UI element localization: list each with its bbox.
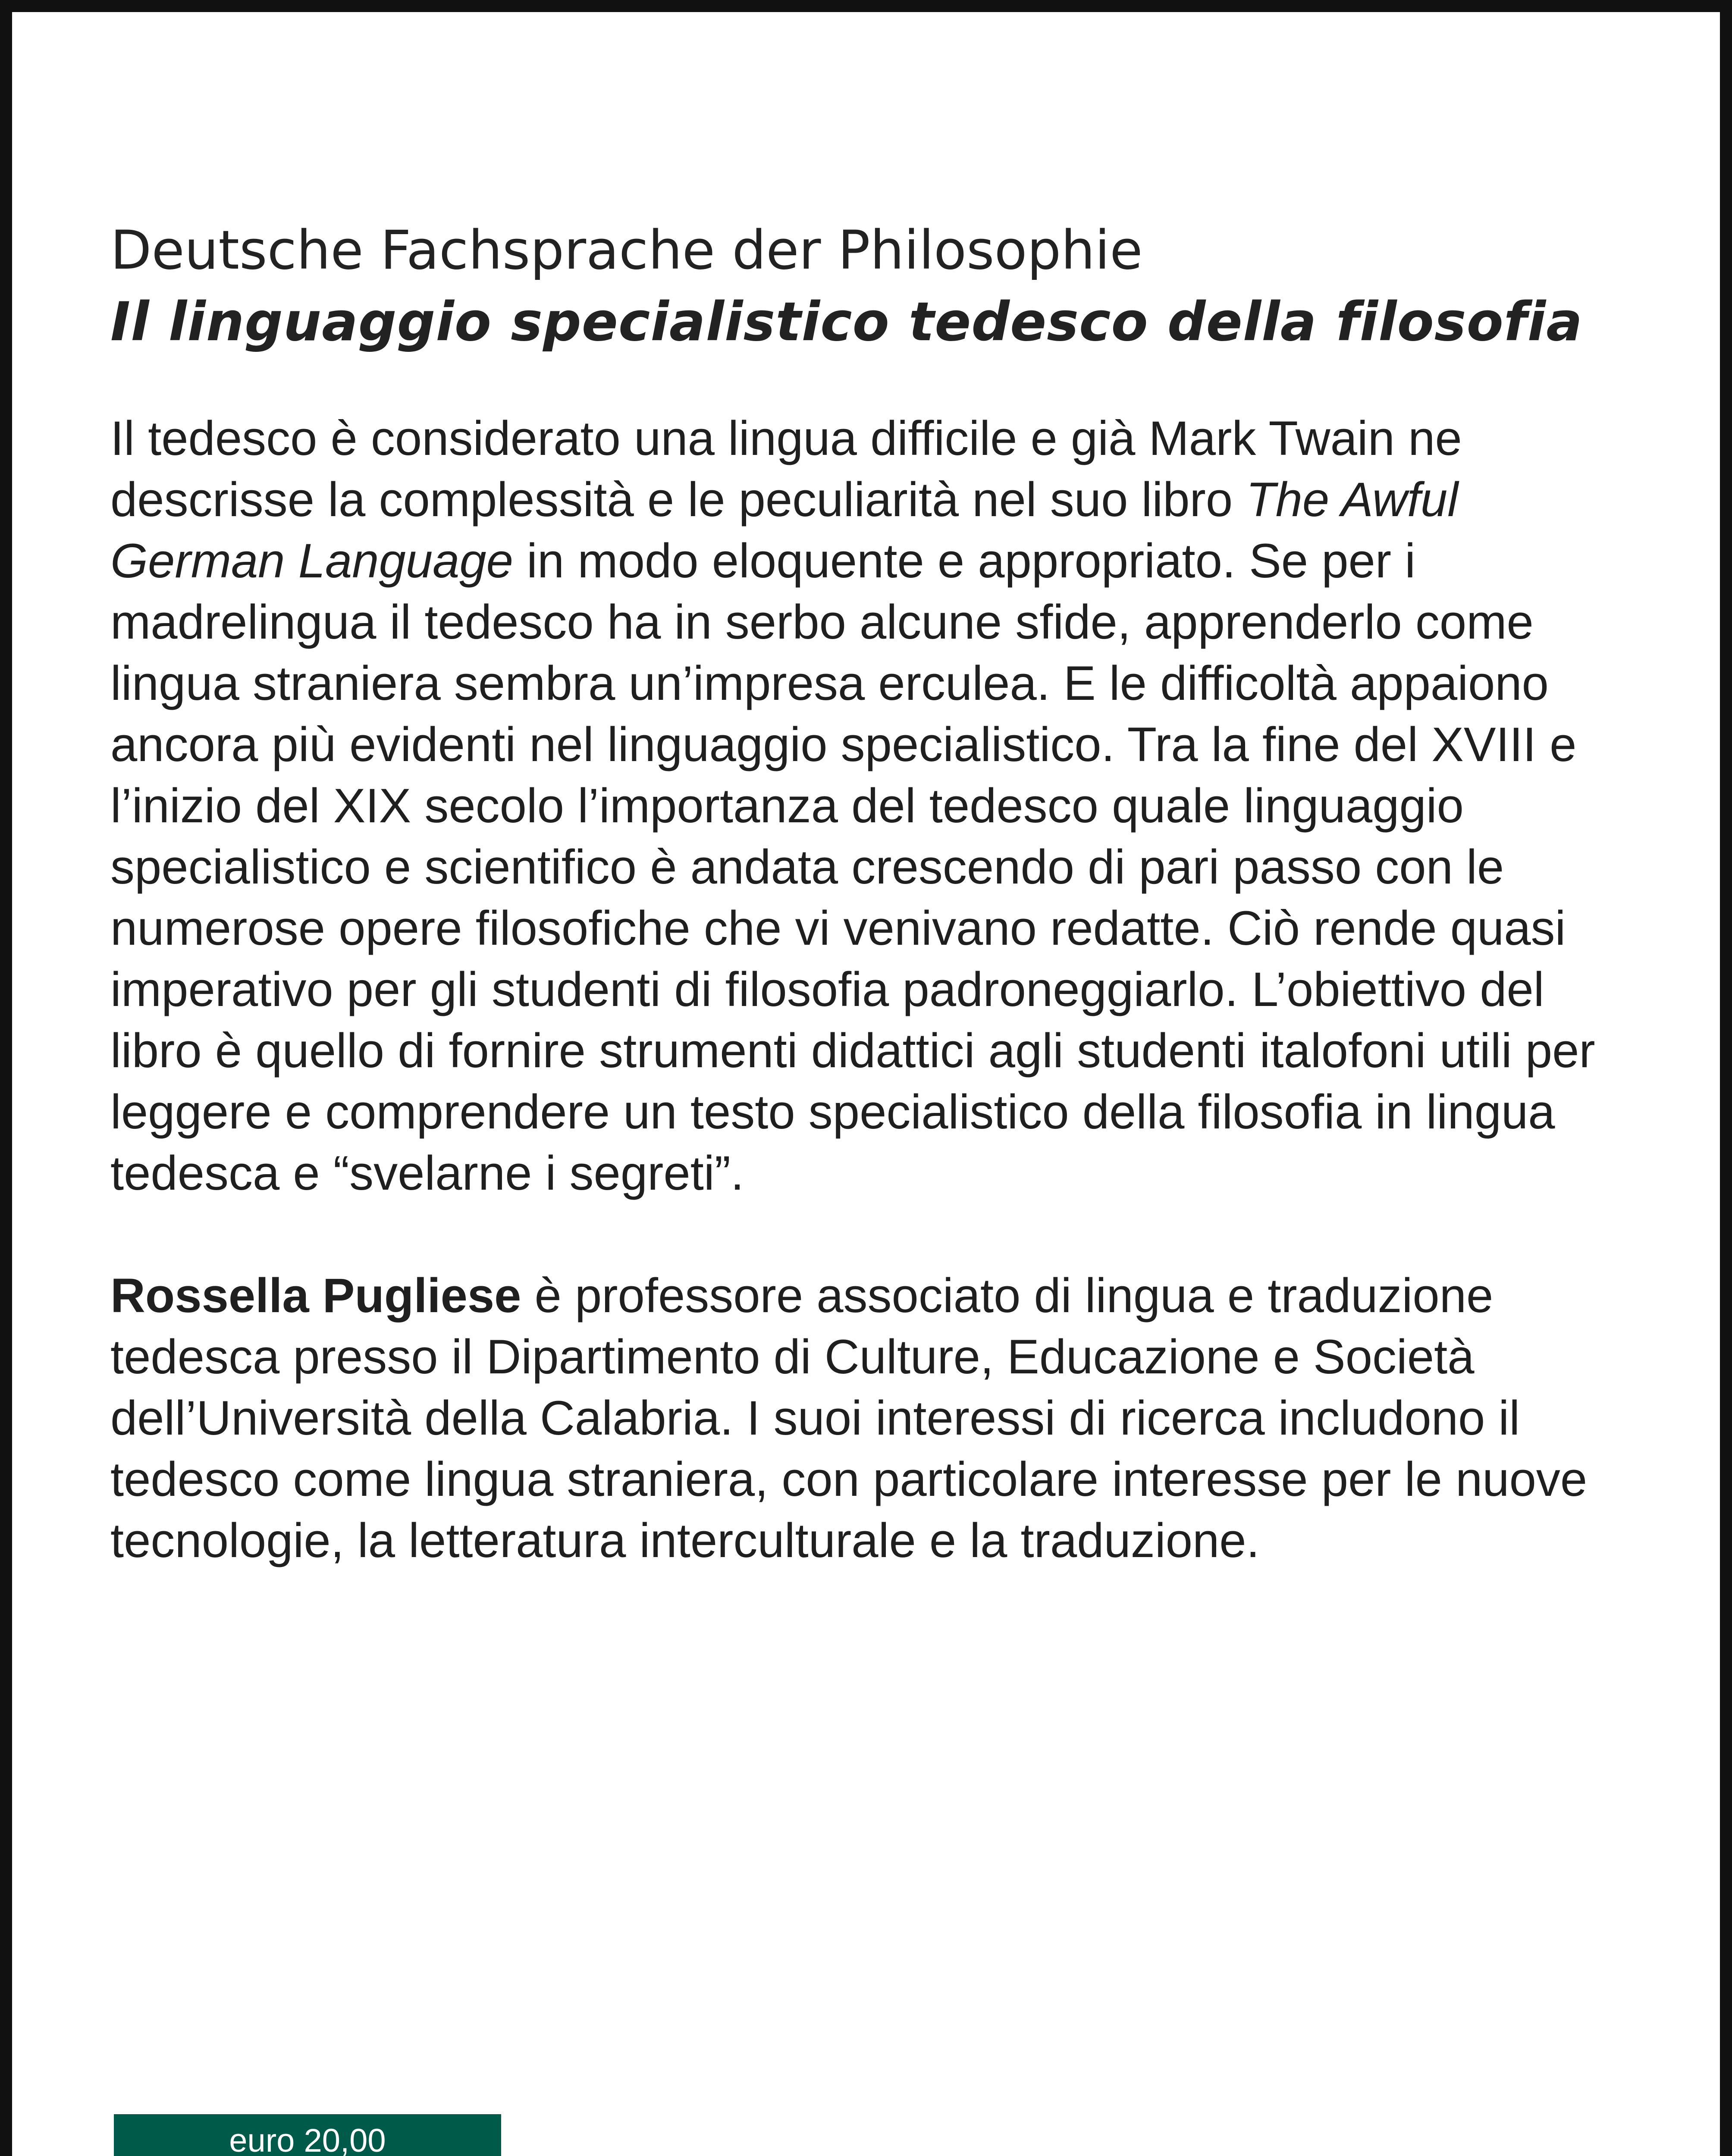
title-italian: Il linguaggio specialistico tedesco della filosofia	[110, 291, 1583, 353]
description-text-start: Il tedesco è considerato una lingua difficile e già Mark Twain ne descrisse la complessità e le peculiarità nel suo libro	[110, 411, 1462, 526]
author-bio	[110, 1265, 1646, 1571]
cited-book-title: The Awful German Language	[110, 473, 1459, 588]
description-paragraph	[110, 408, 1646, 1204]
blurb	[110, 408, 1646, 1571]
title-german: Deutsche Fachsprache der Philosophie	[110, 219, 1143, 282]
description-text-end: in modo eloquente e appropriato. Se per i madrelingua il tedesco ha in serbo alcune sfide, apprenderlo come lingua straniera sembra un’impresa erculea. E le difficoltà appaiono ancora più evidenti nel linguaggio specialistico. Tra la fine del XVIII e l’inizio del XIX secolo l’importanza del tedesco quale linguaggio specialistico e scientifico è andata crescendo di pari passo con le numerose opere filosofiche che vi venivano redatte. Ciò rende quasi imperativo per gli studenti di filosofia padroneggiarlo. L’obiettivo del libro è quello di fornire strumenti didattici agli studenti italofoni utili per leggere e comprendere un testo specialistico della filosofia in lingua tedesca e “svelarne i segreti”.	[110, 534, 1595, 1200]
author-name: Rossella Pugliese	[110, 1269, 521, 1322]
author-bio-text: è professore associato di lingua e traduzione tedesca presso il Dipartimento di Culture, Educazione e Società dell’Università della Calabria. I suoi interessi di ricerca includono il tedesco come lingua straniera, con particolare interesse per le nuove tecnologie, la letteratura interculturale e la traduzione.	[110, 1269, 1588, 1567]
title-block	[110, 215, 1663, 358]
price-tag: euro 20,00	[114, 2114, 501, 2156]
